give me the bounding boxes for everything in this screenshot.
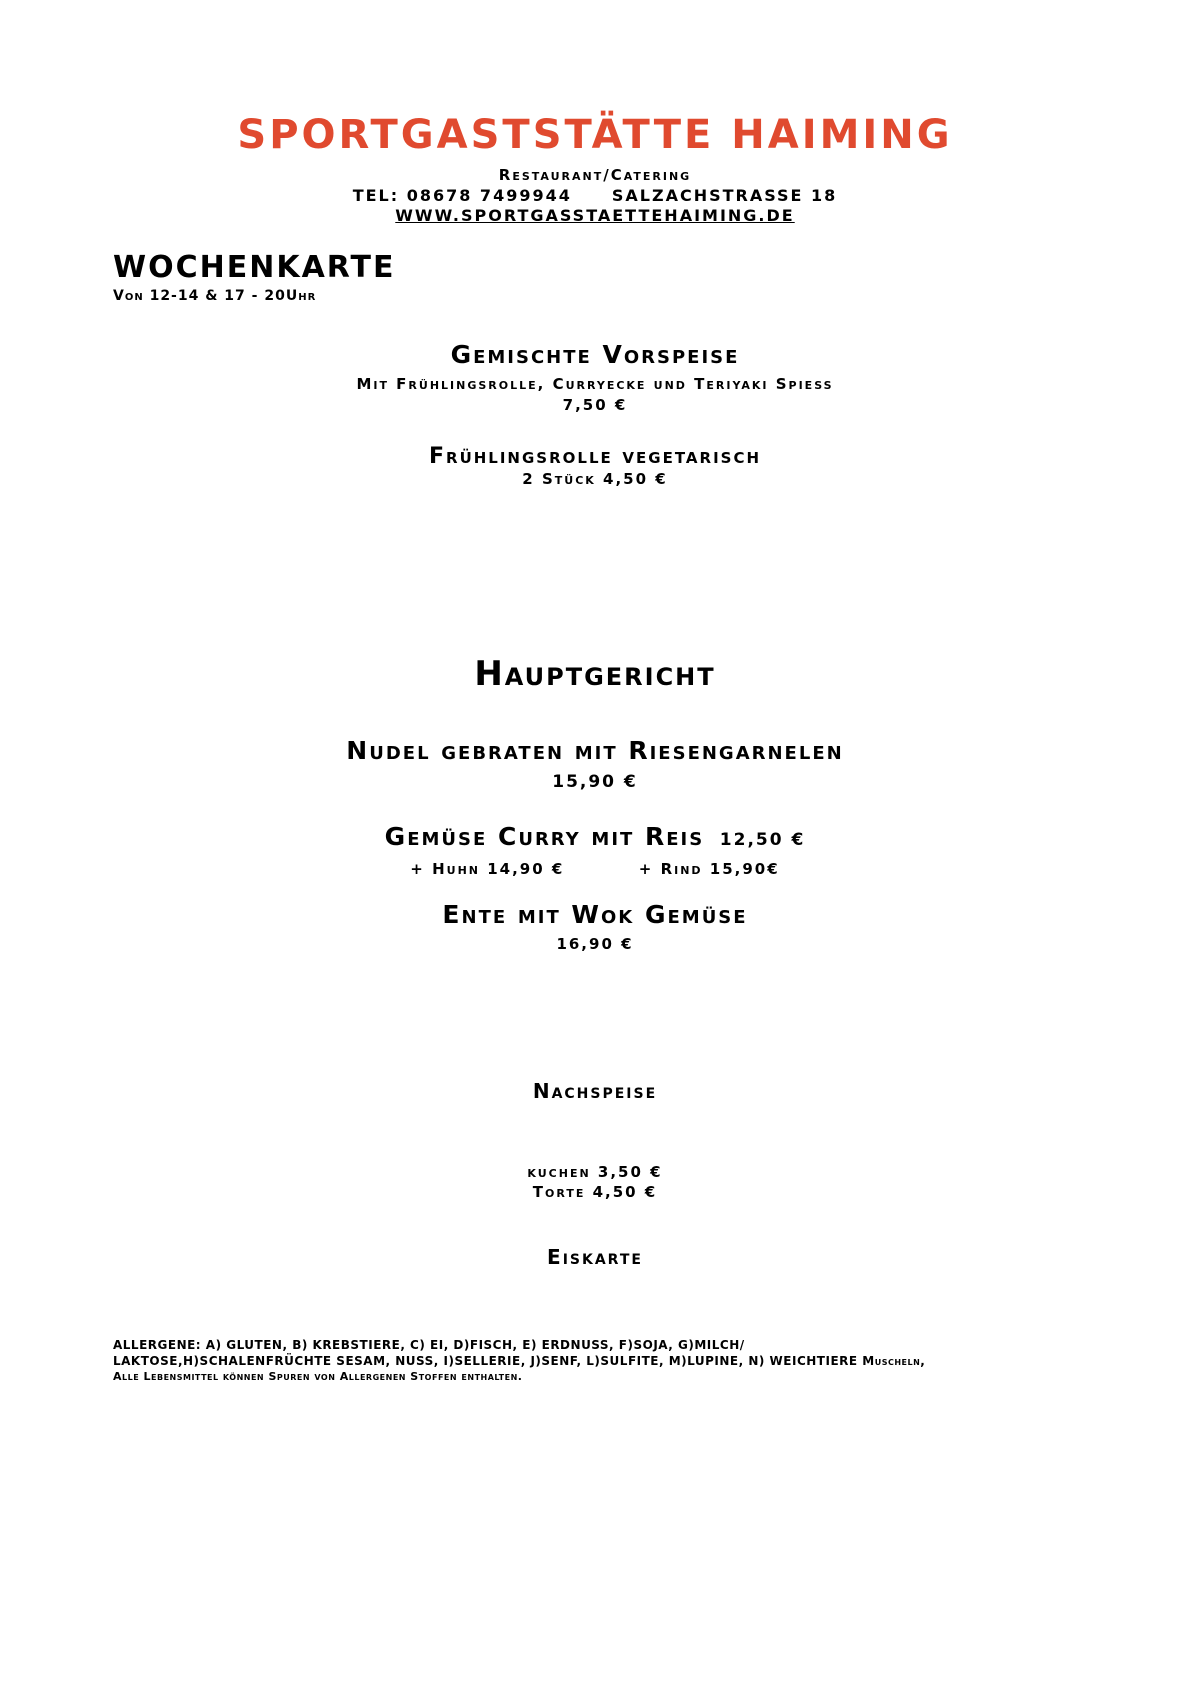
allergen-line-3: Alle Lebensmittel können Spuren von Allergenen Stoffen enthalten. [113,1370,523,1383]
option-beef: + Rind 15,90€ [638,860,780,878]
opening-hours: Von 12-14 & 17 - 20Uhr [113,288,317,304]
starter-2-name: Frühlingsrolle vegetarisch [428,444,762,469]
dessert-torte: Torte 4,50 € [532,1183,658,1201]
weekly-menu-title: WOCHENKARTE [113,250,396,285]
dessert-heading: Nachspeise [532,1079,658,1103]
starter-1-price: 7,50 € [562,396,628,414]
main-dish-1-price: 15,90 € [552,772,638,792]
option-chicken: + Huhn 14,90 € [410,860,565,878]
starter-1-desc: Mit Frühlingsrolle, Curryecke und Teriyaki Spiess [356,375,834,393]
main-dish-2-options [0,860,1190,878]
restaurant-title: SPORTGASTSTÄTTE HAIMING [237,112,953,158]
main-dish-2-name: Gemüse Curry mit Reis [384,822,705,851]
website-link[interactable]: WWW.SPORTGASSTAETTEHAIMING.DE [395,206,795,225]
main-dish-3-name: Ente mit Wok Gemüse [442,900,748,929]
ice-cream-menu: Eiskarte [547,1245,643,1269]
dessert-cake: kuchen 3,50 € [527,1163,663,1181]
main-dish-2-line [0,822,1190,851]
phone-number: TEL: 08678 7499944 [352,186,572,205]
main-dish-1-name: Nudel gebraten mit Riesengarnelen [346,736,844,765]
main-course-heading: Hauptgericht [474,654,716,694]
starter-2-price: 2 Stück 4,50 € [522,470,668,488]
starter-1-name: Gemischte Vorspeise [450,340,740,369]
allergen-line-2: LAKTOSE,H)SCHALENFRÜCHTE SESAM, NUSS, I)SELLERIE, J)SENF, L)SULFITE, M)LUPINE, N) WEICHTIERE Muscheln, [113,1354,926,1368]
contact-line [0,186,1190,205]
restaurant-subtitle: Restaurant/Catering [498,166,692,184]
main-dish-3-price: 16,90 € [556,935,634,953]
street-address: SALZACHSTRASSE 18 [611,186,838,205]
allergen-line-1: ALLERGENE: A) GLUTEN, B) KREBSTIERE, C) EI, D)FISCH, E) ERDNUSS, F)SOJA, G)MILCH/ [113,1338,745,1352]
main-dish-2-price: 12,50 € [719,830,806,850]
